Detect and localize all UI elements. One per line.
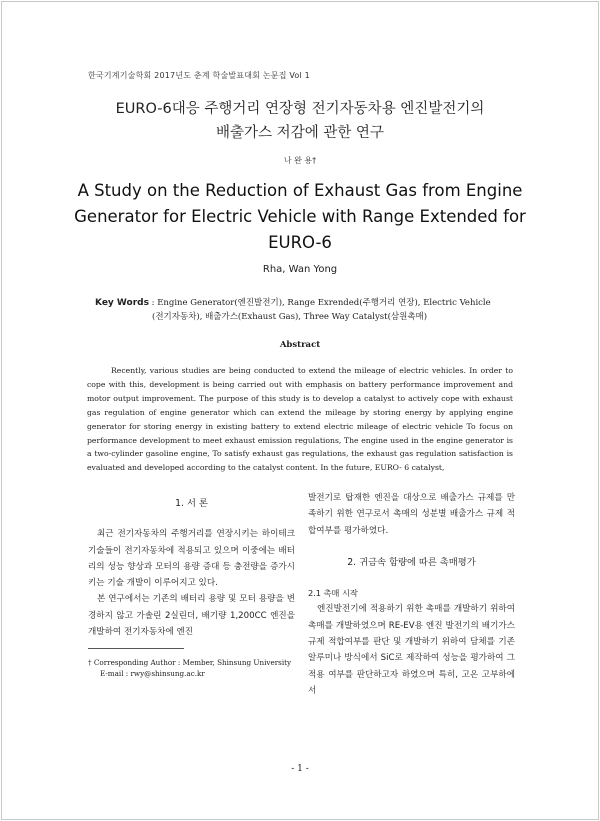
- abstract-title: Abstract: [279, 340, 321, 350]
- title-korean-line1: EURO-6대응 주행거리 연장형 전기자동차용 엔진발전기의: [115, 101, 485, 117]
- footnote: [88, 657, 291, 679]
- footnote-divider: [88, 648, 184, 649]
- title-english-line3: EURO-6: [268, 233, 332, 252]
- keywords-line2: (전기자동차), 배출가스(Exhaust Gas), Three Way Catalyst(삼원촉매): [152, 312, 428, 322]
- section2-heading: 2. 귀금속 함량에 따른 촉매평가: [347, 556, 476, 568]
- keywords-line1: : Engine Generator(엔진발전기), Range Exrended(주행거리 연장), Electric Vehicle: [151, 298, 491, 308]
- section2-paragraph: 엔진발전기에 적용하기 위한 촉매를 개발하기 위하여 촉매를 개발하였으며 RE-EV용 엔진 발전기의 배기가스 규제 적합여부를 판단 및 개발하기 위하여 담체를 기존 알루미나 방식에서 SiC로 제작하여 성능을 평가하여 그 적용 여부를 판단하고자 하였으며 특히, 고온 고부하에서: [308, 604, 515, 696]
- right-paragraph-continued: 발전기로 탑재한 엔진을 대상으로 배출가스 규제를 만족하기 위한 연구로서 촉매의 성분별 배출가스 규제 적합여부를 평가하였다.: [308, 493, 515, 536]
- right-column: [308, 490, 515, 699]
- author-korean: 나 완 용†: [283, 156, 317, 165]
- section1-heading: 1. 서 론: [175, 498, 208, 509]
- left-column: [88, 490, 295, 640]
- author-english: Rha, Wan Yong: [262, 264, 338, 275]
- abstract-text: Recently, various studies are being conducted to extend the mileage of electric vehicles. In order to cope with this, development is being carried out with emphasis on battery performance improvement and motor output improvement. The purpose of this study is to develop a catalyst to actively cope with exhaust gas regulation of engine generator which can extend the mileage by storing energy by applying engine generator for storing energy in existing battery to extend electric mileage of electric vehicle To focus on performance development to meet exhaust emission regulations, The engine used in the engine generator is a two-cylinder gasoline engine, To satisfy exhaust gas regulations, the exhaust gas regulation satisfaction is evaluated and developed according to the catalyst content. In the future, EURO- 6 catalyst,: [87, 366, 513, 473]
- title-korean-line2: 배출가스 저감에 관한 연구: [216, 125, 384, 141]
- section1-paragraph2: 본 연구에서는 기존의 배터리 용량 및 모터 용량을 변경하지 않고 가솔린 2실린더, 배기량 1,200CC 엔진을 개발하여 전기자동차에 엔진: [88, 594, 295, 638]
- footnote-email: E-mail : rwy@shinsung.ac.kr: [100, 669, 205, 678]
- keywords: [95, 296, 515, 324]
- footnote-line1: † Corresponding Author : Member, Shinsung University: [88, 658, 292, 667]
- page-number: - 1 -: [291, 764, 309, 774]
- title-english-line1: A Study on the Reduction of Exhaust Gas from Engine: [77, 181, 523, 200]
- section1-paragraph1: 최근 전기자동차의 주행거리를 연장시키는 하이테크 기술들이 전기자동차에 적용되고 있으며 이중에는 배터리의 성능 향상과 모터의 용량 증대 등 충전량을 증가시키는 기술 개발이 이루어지고 있다.: [88, 529, 295, 589]
- keywords-label: Key Words: [95, 298, 149, 308]
- title-english-line2: Generator for Electric Vehicle with Range Extended for: [74, 207, 526, 226]
- abstract-body: [87, 364, 513, 475]
- journal-header: 한국기계기술학회 2017년도 춘계 학술발표대회 논문집 Vol 1: [88, 71, 310, 80]
- subsection-2-1-heading: 2.1 촉매 시작: [308, 588, 358, 599]
